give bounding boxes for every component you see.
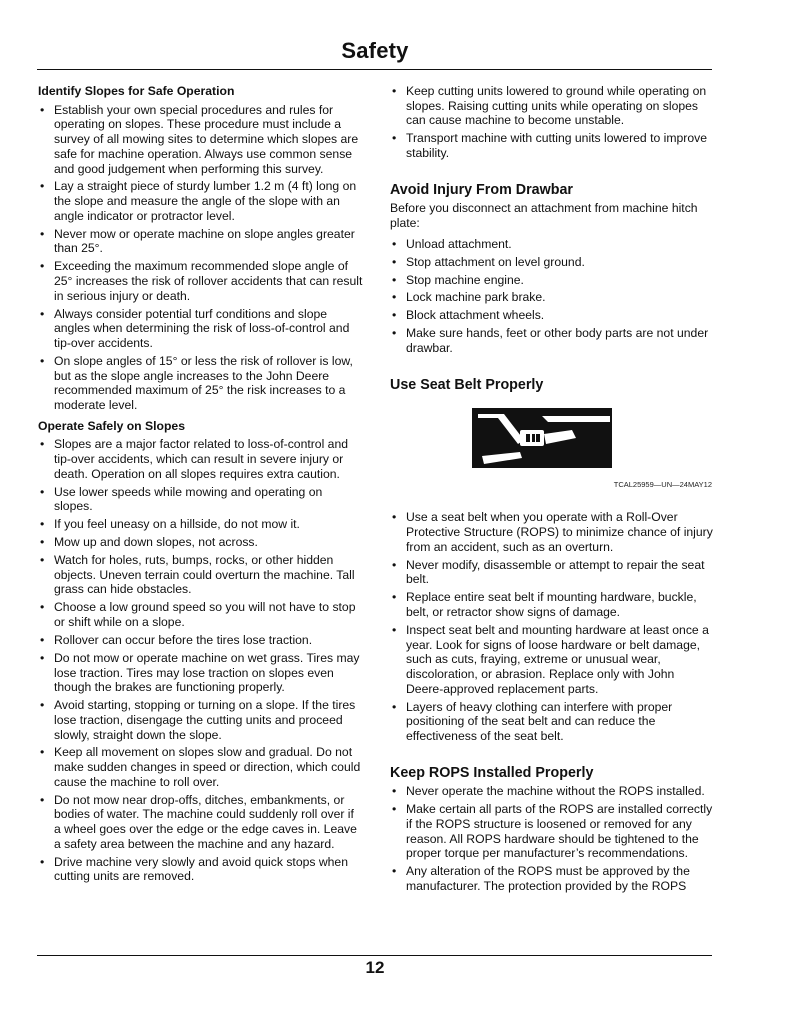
list-item: • Replace entire seat belt if mounting hardware, buckle, belt, or retractor show signs of damage. (390, 590, 714, 619)
footer-rule (37, 955, 712, 956)
list-item: • Use lower speeds while mowing and operating on slopes. (38, 485, 364, 514)
list-item: • Exceeding the maximum recommended slope angle of 25° increases the risk of rollover accidents that can result in serious injury or death. (38, 259, 364, 303)
list-item: • Stop attachment on level ground. (390, 255, 714, 270)
rops-heading: Keep ROPS Installed Properly (390, 764, 594, 781)
list-item: • Never operate the machine without the ROPS installed. (390, 784, 714, 799)
list-item: • Block attachment wheels. (390, 308, 714, 323)
list-item: • Slopes are a major factor related to loss-of-control and tip-over accidents, which can result in severe injury or death. Operation on all slopes requires extra caution. (38, 437, 364, 481)
list-item: • On slope angles of 15° or less the risk of rollover is low, but as the slope angle increases to the John Deere recommended maximum of 25° the risk increases to a moderate level. (38, 354, 364, 413)
left-column (38, 84, 364, 887)
list-item: • Always consider potential turf conditions and slope angles when determining the risk of loss-of-control and tip-over accidents. (38, 307, 364, 351)
drawbar-list (390, 237, 714, 356)
page-number: 12 (365, 958, 385, 977)
list-item: • Inspect seat belt and mounting hardware at least once a year. Look for signs of loose hardware or belt damage, such as cuts, fraying, extreme or unusual wear, discoloration, or abrasion. Replace only with John Deere-approved replacement parts. (390, 623, 714, 697)
list-item: • Watch for holes, ruts, bumps, rocks, or other hidden objects. Uneven terrain could overturn the machine. Tall grass can hide obstacles. (38, 553, 364, 597)
list-item: • If you feel uneasy on a hillside, do not mow it. (38, 517, 364, 532)
page-title: Safety (341, 38, 409, 63)
list-item: • Avoid starting, stopping or turning on a slope. If the tires lose traction, disengage the cutting units and proceed slowly, straight down the slope. (38, 698, 364, 742)
list-item: • Mow up and down slopes, not across. (38, 535, 364, 550)
list-item: • Keep all movement on slopes slow and gradual. Do not make sudden changes in speed or direction, which could cause the machine to roll over. (38, 745, 364, 789)
operate-list (38, 437, 364, 884)
slopes-subheading: Identify Slopes for Safe Operation (38, 84, 235, 98)
list-item: • Choose a low ground speed so you will not have to stop or shift while on a slope. (38, 600, 364, 629)
seat-belt-buckle-icon (472, 408, 612, 468)
list-item: • Drive machine very slowly and avoid quick stops when cutting units are removed. (38, 855, 364, 884)
rops-list (390, 784, 714, 893)
list-item: • Do not mow near drop-offs, ditches, embankments, or bodies of water. The machine could suddenly roll over if a wheel goes over the edge or the edge caves in. Leave a safety area between the machine and any hazard. (38, 793, 364, 852)
drawbar-heading: Avoid Injury From Drawbar (390, 181, 573, 198)
list-item: • Keep cutting units lowered to ground while operating on slopes. Raising cutting units while operating on slopes can cause machine to become unstable. (390, 84, 714, 128)
list-item: • Establish your own special procedures and rules for operating on slopes. These procedure must include a survey of all mowing sites to determine which slopes are safe for machine operation. Always use common sense and good judgement when performing this survey. (38, 103, 364, 177)
operate-subheading: Operate Safely on Slopes (38, 418, 185, 433)
list-item: • Lock machine park brake. (390, 290, 714, 305)
list-item: • Never mow or operate machine on slope angles greater than 25°. (38, 227, 364, 256)
list-item: • Transport machine with cutting units lowered to improve stability. (390, 131, 714, 160)
drawbar-intro: Before you disconnect an attachment from machine hitch plate: (390, 201, 698, 231)
list-item: • Any alteration of the ROPS must be approved by the manufacturer. The protection provided by the ROPS (390, 864, 714, 893)
figure-code: TCAL25959—UN—24MAY12 (613, 479, 712, 489)
header-rule (37, 69, 712, 70)
list-item: • Lay a straight piece of sturdy lumber 1.2 m (4 ft) long on the slope and measure the angle of the slope with an angle indicator or protractor level. (38, 179, 364, 223)
list-item: • Use a seat belt when you operate with a Roll-Over Protective Structure (ROPS) to minimize chance of injury from an accident, such as an overturn. (390, 510, 714, 554)
list-item: • Stop machine engine. (390, 273, 714, 288)
list-item: • Rollover can occur before the tires lose traction. (38, 633, 364, 648)
continued-list (390, 84, 714, 161)
seatbelt-heading: Use Seat Belt Properly (390, 376, 544, 393)
list-item: • Make sure hands, feet or other body parts are not under drawbar. (390, 326, 714, 355)
seatbelt-list (390, 510, 714, 743)
list-item: • Do not mow or operate machine on wet grass. Tires may lose traction. Tires may lose traction on slopes even though the brakes are functioning properly. (38, 651, 364, 695)
right-column (390, 84, 714, 897)
list-item: • Make certain all parts of the ROPS are installed correctly if the ROPS structure is loosened or removed for any reason. All ROPS hardware should be tightened to the proper torque per manufacturer’s recommendations. (390, 802, 714, 861)
list-item: • Unload attachment. (390, 237, 714, 252)
seatbelt-figure (390, 402, 714, 492)
list-item: • Never modify, disassemble or attempt to repair the seat belt. (390, 558, 714, 587)
slopes-list (38, 103, 364, 413)
list-item: • Layers of heavy clothing can interfere with proper positioning of the seat belt and can reduce the effectiveness of the seat belt. (390, 700, 714, 744)
